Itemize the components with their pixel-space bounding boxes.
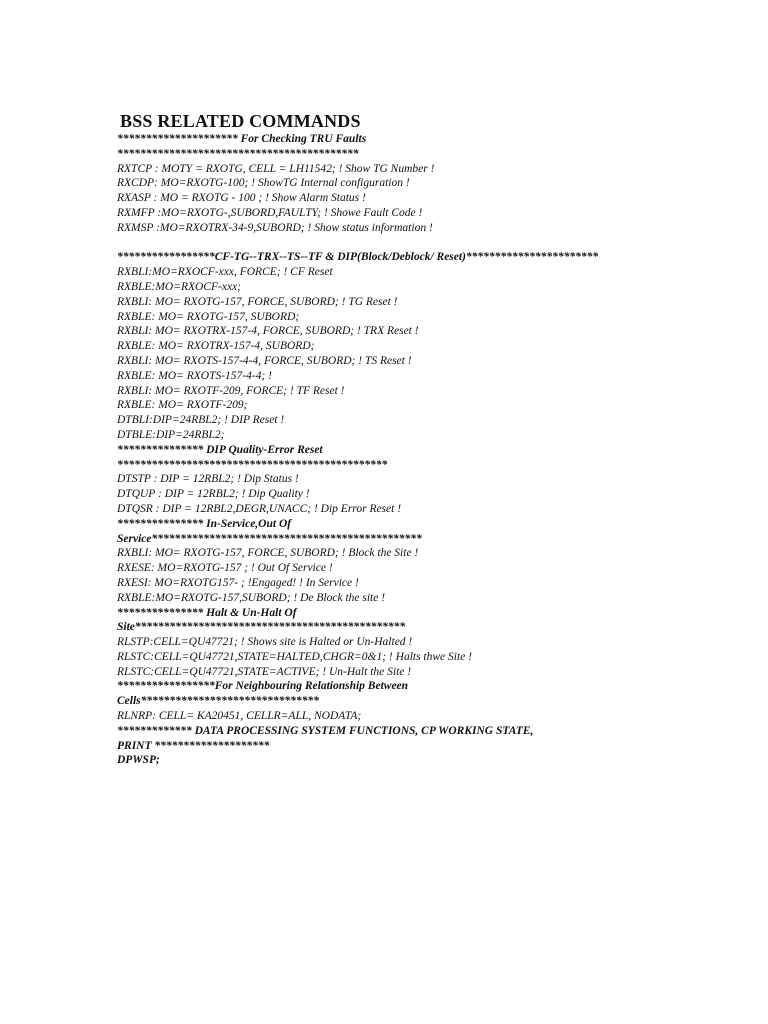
command-line: RXBLE:MO=RXOTG-157,SUBORD; ! De Block the site ! [117,591,386,604]
document-title: BSS RELATED COMMANDS [120,111,361,131]
command-line: RLSTC:CELL=QU47721,STATE=HALTED,CHGR=0&1; ! Halts thwe Site ! [117,650,472,663]
section-heading-line: *****************CF-TG--TRX--TS--TF & DIP(Block/Deblock/ Reset)*********************** [117,251,599,264]
section-heading-line: Site*********************************************** [117,621,406,634]
command-line: DTQUP : DIP = 12RBL2; ! Dip Quality ! [117,488,310,501]
command-line: RXBLE: MO= RXOTRX-157-4, SUBORD; [117,340,315,353]
command-line: RXCDP: MO=RXOTG-100; ! ShowTG Internal configuration ! [117,177,410,190]
command-line: RXBLI: MO= RXOTRX-157-4, FORCE, SUBORD; ! TRX Reset ! [117,325,419,338]
command-line: RXBLE: MO= RXOTS-157-4-4; ! [117,369,272,382]
command-line: RLSTP:CELL=QU47721; ! Shows site is Halted or Un-Halted ! [117,636,413,649]
section-heading-line: *************** Halt & Un-Halt Of [117,606,297,619]
command-line: DTQSR : DIP = 12RBL2,DEGR,UNACC; ! Dip Error Reset ! [117,502,402,515]
section-heading-line: *****************For Neighbouring Relationship Between [117,680,409,693]
section-heading-line: PRINT ******************** [117,739,270,752]
command-line: RXBLE:MO=RXOCF-xxx; [117,280,241,293]
command-line: RXBLE: MO= RXOTF-209; [117,399,248,412]
command-line: RXMSP :MO=RXOTRX-34-9,SUBORD; ! Show status information ! [117,221,433,234]
command-line: RXBLI: MO= RXOTG-157, FORCE, SUBORD; ! Block the Site ! [117,547,419,560]
section-heading-line: ********************* For Checking TRU Faults [117,133,367,145]
section-heading-line: *************** DIP Quality-Error Reset [117,443,323,456]
command-line: RXBLI:MO=RXOCF-xxx, FORCE; ! CF Reset [117,266,333,279]
command-line: RXBLI: MO= RXOTS-157-4-4, FORCE, SUBORD; ! TS Reset ! [117,354,412,367]
section-heading-line: DPWSP; [117,754,160,767]
command-line: RXASP : MO = RXOTG - 100 ; ! Show Alarm Status ! [117,192,366,205]
command-line: RXESI: MO=RXOTG157- ; !Engaged! ! In Service ! [117,576,359,589]
section-heading-line: ****************************************** [117,147,359,160]
section-heading-line: *********************************************** [117,458,388,471]
document-body [117,110,717,768]
command-lines [117,132,717,768]
command-line: RLNRP: CELL= KA20451, CELLR=ALL, NODATA; [117,710,362,723]
command-line: DTBLE:DIP=24RBL2; [117,428,225,441]
command-line: RXMFP :MO=RXOTG-,SUBORD,FAULTY; ! Showe Fault Code ! [117,206,423,219]
command-line: RXBLI: MO= RXOTF-209, FORCE; ! TF Reset ! [117,384,345,397]
command-line: DTSTP : DIP = 12RBL2; ! Dip Status ! [117,473,299,486]
command-line: RXESE: MO=RXOTG-157 ; ! Out Of Service ! [117,562,333,575]
command-line: RXBLI: MO= RXOTG-157, FORCE, SUBORD; ! TG Reset ! [117,295,398,308]
blank-line [117,236,717,251]
section-heading-line: *************** In-Service,Out Of [117,517,292,530]
command-line: RXBLE: MO= RXOTG-157, SUBORD; [117,310,300,323]
section-heading-line: ************* DATA PROCESSING SYSTEM FUNCTIONS, CP WORKING STATE, [117,724,534,737]
command-line: DTBLI:DIP=24RBL2; ! DIP Reset ! [117,414,285,427]
section-heading-line: Service*********************************************** [117,532,422,545]
command-line: RXTCP : MOTY = RXOTG, CELL = LH11542; ! Show TG Number ! [117,162,435,175]
command-line: RLSTC:CELL=QU47721,STATE=ACTIVE; ! Un-Halt the Site ! [117,665,412,678]
section-heading-line: Cells******************************* [117,695,319,708]
